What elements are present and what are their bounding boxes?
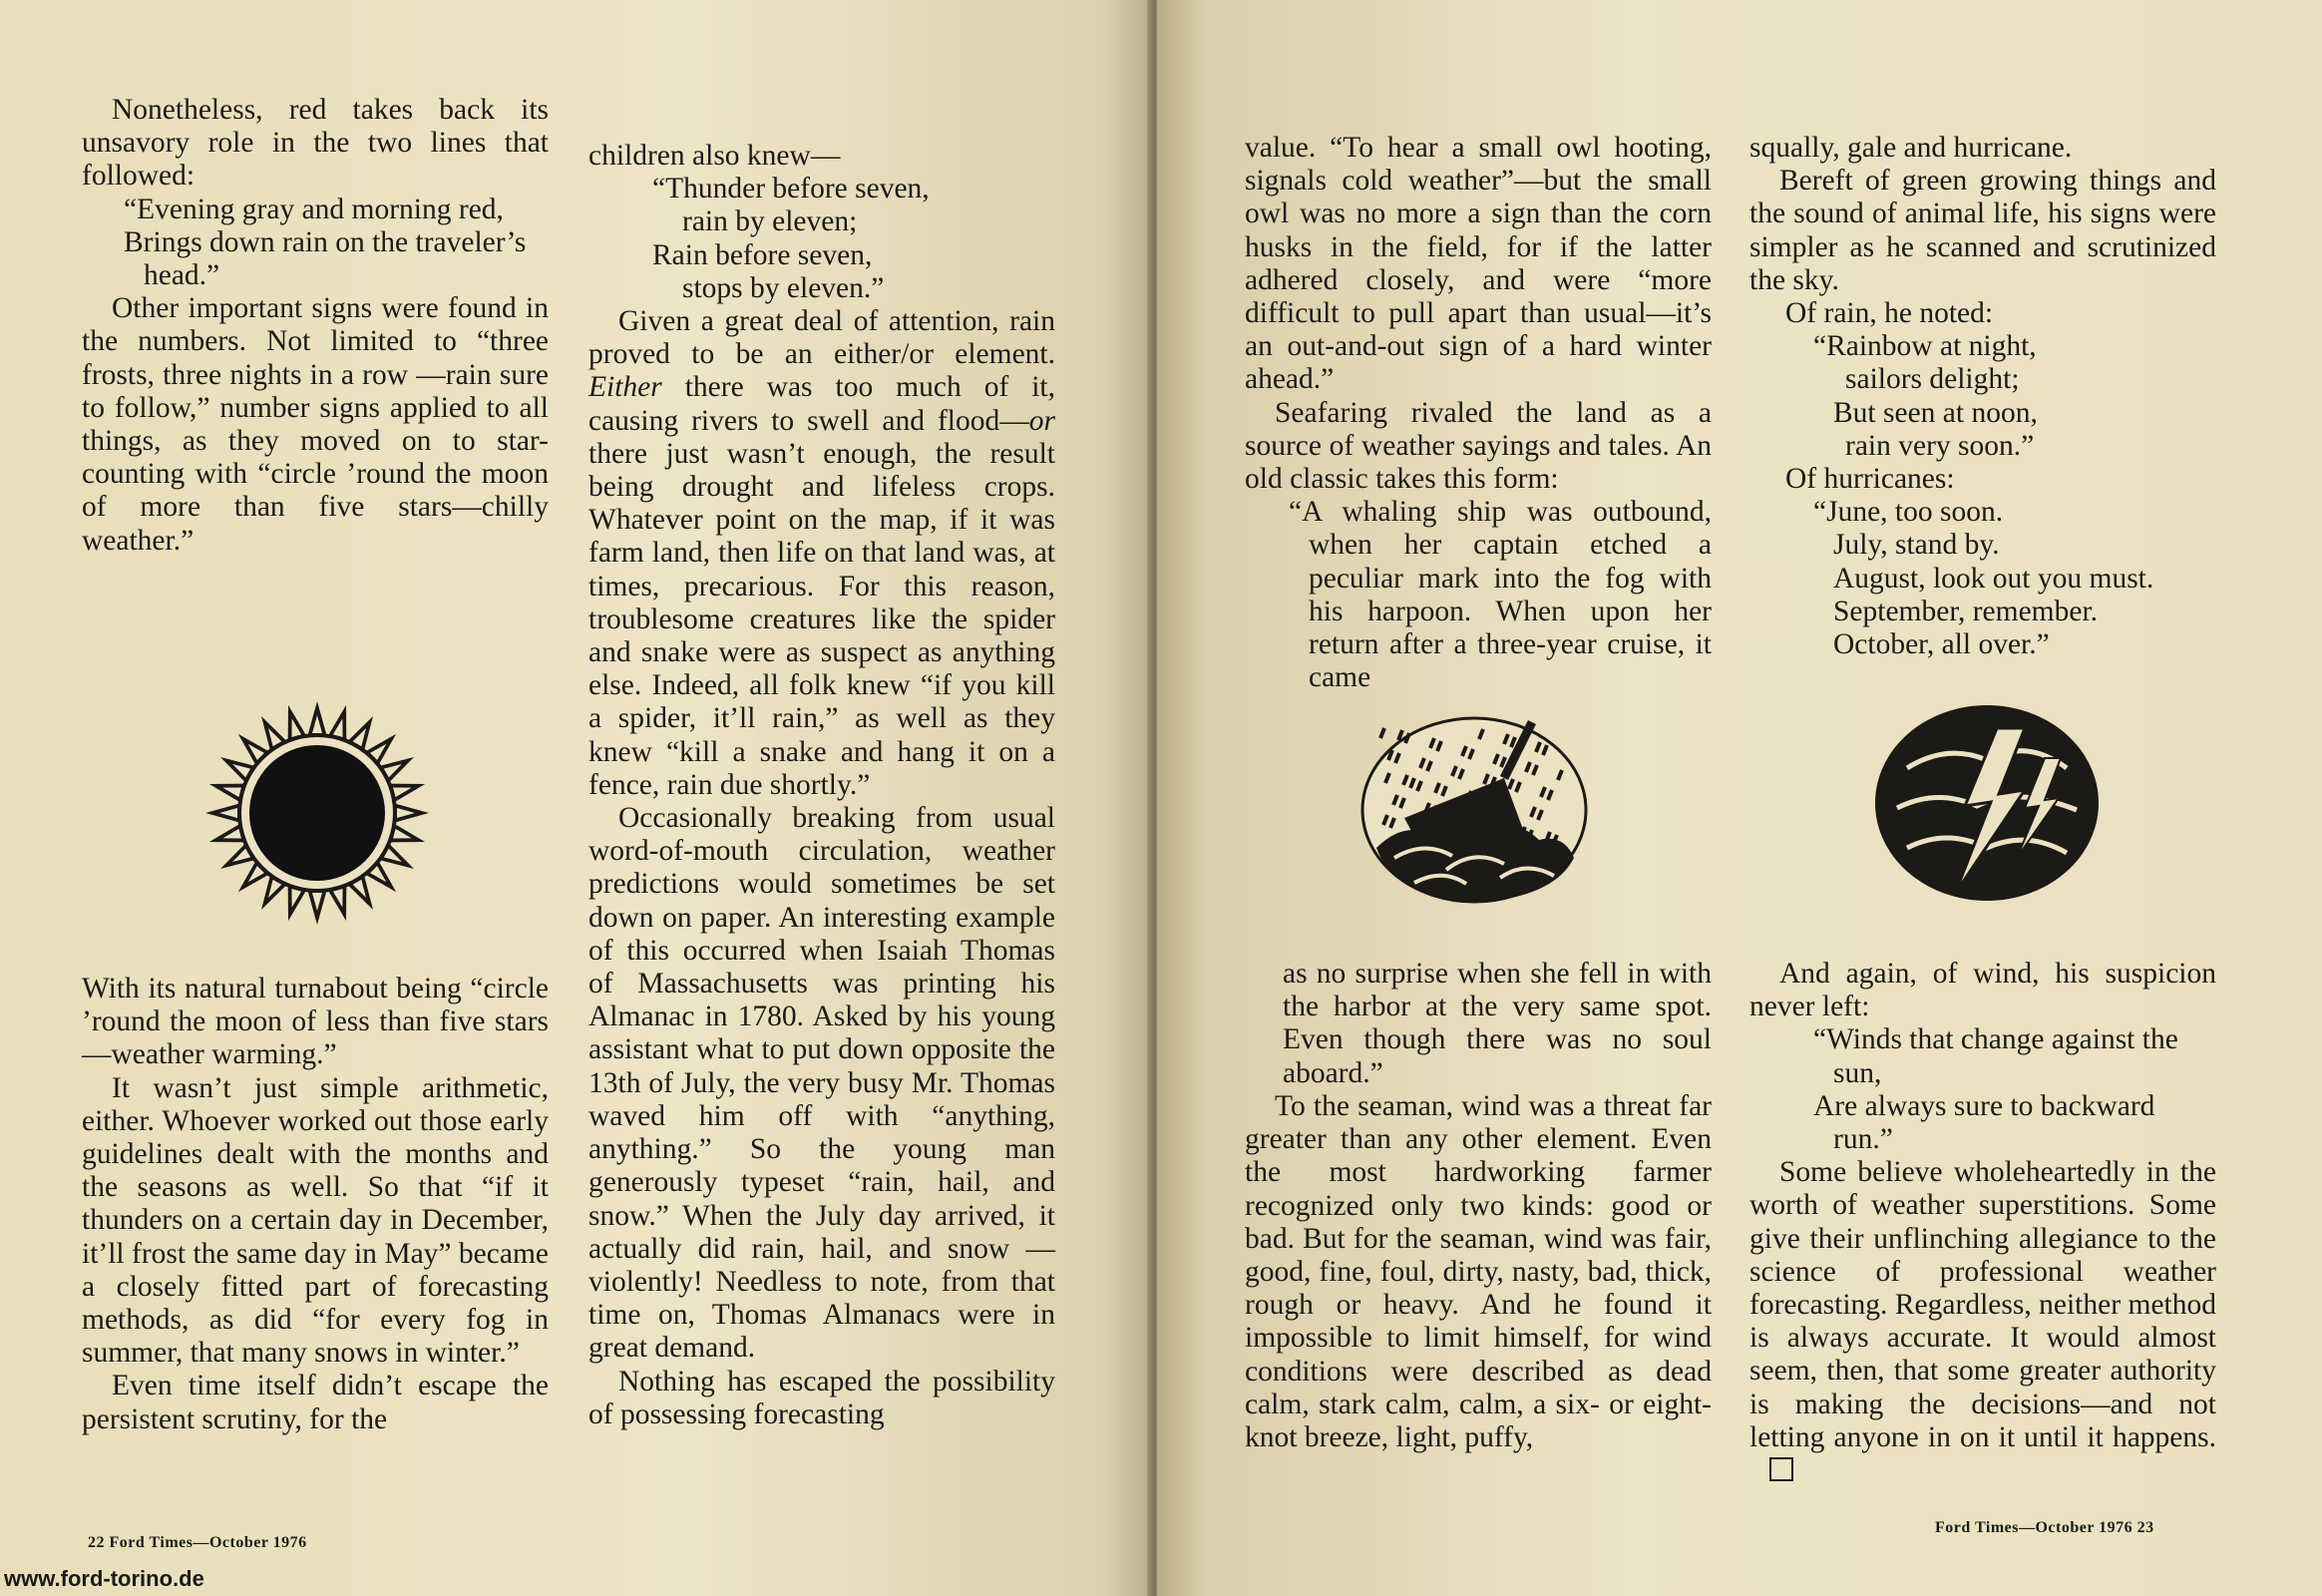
text-span: Some believe wholeheartedly in the worth of weather superstitions. Some give their unflinching allegiance to the science of professional weather forecasting. Regardless, neither method is always accurate. It would almost seem, then, that some greater authority is making the decisions—and not letting anyone in on it until it happens.	[1749, 1156, 2216, 1453]
page-folio: 22 Ford Times—October 1976	[88, 1534, 307, 1551]
right-col2-bottom	[1749, 958, 2216, 1487]
right-page	[1157, 0, 2322, 1596]
paragraph: Even time itself didn’t escape the persistent scrutiny, for the	[82, 1370, 549, 1435]
paragraph: value. “To hear a small owl hooting, signals cold weather”—but the small owl was no more a sign than the corn husks in the field, for if the latter adhered closely, and were “more difficult to pull apart than usual—it’s an out-and-out sign of a hard winter ahead.”	[1245, 132, 1712, 396]
paragraph: And again, of wind, his suspicion never left:	[1749, 958, 2216, 1023]
right-col1-bottom	[1283, 958, 1712, 1090]
storm-cloud-lightning-illustration	[1867, 698, 2107, 908]
text-span: there just wasn’t enough, the result being drought and lifeless crops. Whatever point on the map, if it was farm land, then life on that land was, at times, precarious. For this reason, troublesome creatures like the spider and snake were as suspect as anything else. Indeed, all folk knew “if you kill a spider, it’ll rain,” as well as they knew “kill a snake and hang it on a fence, rain due shortly.”	[588, 437, 1055, 801]
ship-in-storm-illustration	[1354, 708, 1594, 908]
paragraph: Bereft of green growing things and the sound of animal life, his signs were simpler as he scanned and scrutinized the sky.	[1749, 165, 2216, 296]
right-col1-top	[1245, 132, 1712, 694]
verse-line: “Rainbow at night,	[1813, 330, 2037, 363]
verse-line: “Evening gray and morning red,	[124, 193, 504, 225]
paragraph: To the seaman, wind was a threat far greater than any other element. Even the most hardworking farmer recognized only two kinds: good or bad. But for the seaman, wind was fair, good, fine, foul, dirty, nasty, bad, thick, rough or heavy. And he found it impossible to limit himself, for wind conditions were described as dead calm, stark calm, calm, a six- or eight-knot breeze, light, puffy,	[1245, 1090, 1712, 1454]
emphasis: or	[1028, 404, 1055, 437]
paragraph	[1749, 1156, 2216, 1487]
verse-line: July, stand by.	[1833, 529, 2000, 562]
paragraph: Nothing has escaped the possibility of possessing forecasting	[588, 1365, 1055, 1430]
verse-line: “Thunder before seven,	[652, 173, 930, 205]
paragraph: Occasionally breaking from usual word-of-mouth circulation, weather predictions would sometimes be set down on paper. An interesting example of this occurred when Isaiah Thomas of Massachusetts was printing his Almanac in 1780. Asked by his young assistant what to put down opposite the 13th of July, the very busy Mr. Thomas waved him off with “anything, anything.” So the young man generously typeset “rain, hail, and snow.” When the July day arrived, it actually did rain, hail, and snow —violently! Needless to note, from that time on, Thomas Almanacs were in great demand.	[588, 802, 1055, 1365]
left-col1-bottom	[82, 973, 549, 1436]
verse-line: August, look out you must.	[1833, 562, 2154, 595]
end-mark-square-icon	[1769, 1457, 1793, 1481]
paragraph: Of rain, he noted:	[1785, 297, 1994, 330]
verse-line: Are always sure to backward run.”	[1813, 1089, 2155, 1156]
watermark-url: www.ford-torino.de	[4, 1566, 204, 1591]
verse-line: rain by eleven;	[682, 205, 858, 238]
right-col2-top	[1749, 132, 2216, 661]
verse-line: sailors delight;	[1845, 363, 2020, 396]
left-page	[0, 0, 1153, 1596]
verse-line: “Winds that change against the sun,	[1813, 1023, 2178, 1089]
paragraph: Other important signs were found in the numbers. Not limited to “three frosts, three nights in a row —rain sure to follow,” number signs applied to all things, as they moved on to star-counting with “circle ’round the moon of more than five stars—chilly weather.”	[82, 292, 549, 557]
right-col1-bottom-2	[1245, 1090, 1712, 1454]
emphasis: Either	[588, 371, 662, 404]
text-span: Given a great deal of attention, rain proved to be an either/or element.	[588, 305, 1055, 371]
verse-line: stops by eleven.”	[682, 271, 885, 304]
verse-line: September, remember.	[1833, 595, 2099, 627]
paragraph: squally, gale and hurricane.	[1749, 132, 2073, 164]
verse-line: Brings down rain on the traveler’s head.”	[124, 225, 527, 292]
paragraph: Seafaring rivaled the land as a source of weather sayings and tales. An old classic takes this form:	[1245, 396, 1712, 496]
paragraph: Of hurricanes:	[1785, 463, 1955, 496]
verse-line: “June, too soon.	[1813, 496, 2004, 529]
paragraph: as no surprise when she fell in with the harbor at the very same spot. Even though there was no soul aboard.”	[1283, 958, 1712, 1089]
left-col2	[588, 140, 1055, 1431]
verse-line: October, all over.”	[1833, 628, 2050, 661]
paragraph: Nonetheless, red takes back its unsavory role in the two lines that followed:	[82, 94, 549, 193]
quote-paragraph: “A whaling ship was outbound, when her captain etched a peculiar mark into the fog with his harpoon. When upon her return after a three-year cruise, it came	[1289, 496, 1712, 694]
verse-line: Rain before seven,	[652, 238, 873, 271]
page-folio: Ford Times—October 1976 23	[1935, 1519, 2154, 1536]
verse-line: But seen at noon,	[1833, 396, 2038, 429]
verse-line: rain very soon.”	[1845, 429, 2035, 462]
paragraph: It wasn’t just simple arithmetic, either. Whoever worked out those early guidelines dealt with the months and the seasons as well. So that “if it thunders on a certain day in December, it’ll frost the same day in May” became a closely fitted part of forecasting methods, as did “for every fog in summer, that many snows in winter.”	[82, 1071, 549, 1370]
paragraph: children also knew—	[588, 140, 841, 172]
paragraph: With its natural turnabout being “circle ’round the moon of less than five stars—weather warming.”	[82, 973, 549, 1071]
black-sun-illustration	[197, 693, 437, 933]
text-span: there was too much of it, causing rivers to swell and flood—	[588, 371, 1056, 437]
paragraph	[588, 305, 1055, 802]
left-col1-top	[82, 94, 549, 558]
